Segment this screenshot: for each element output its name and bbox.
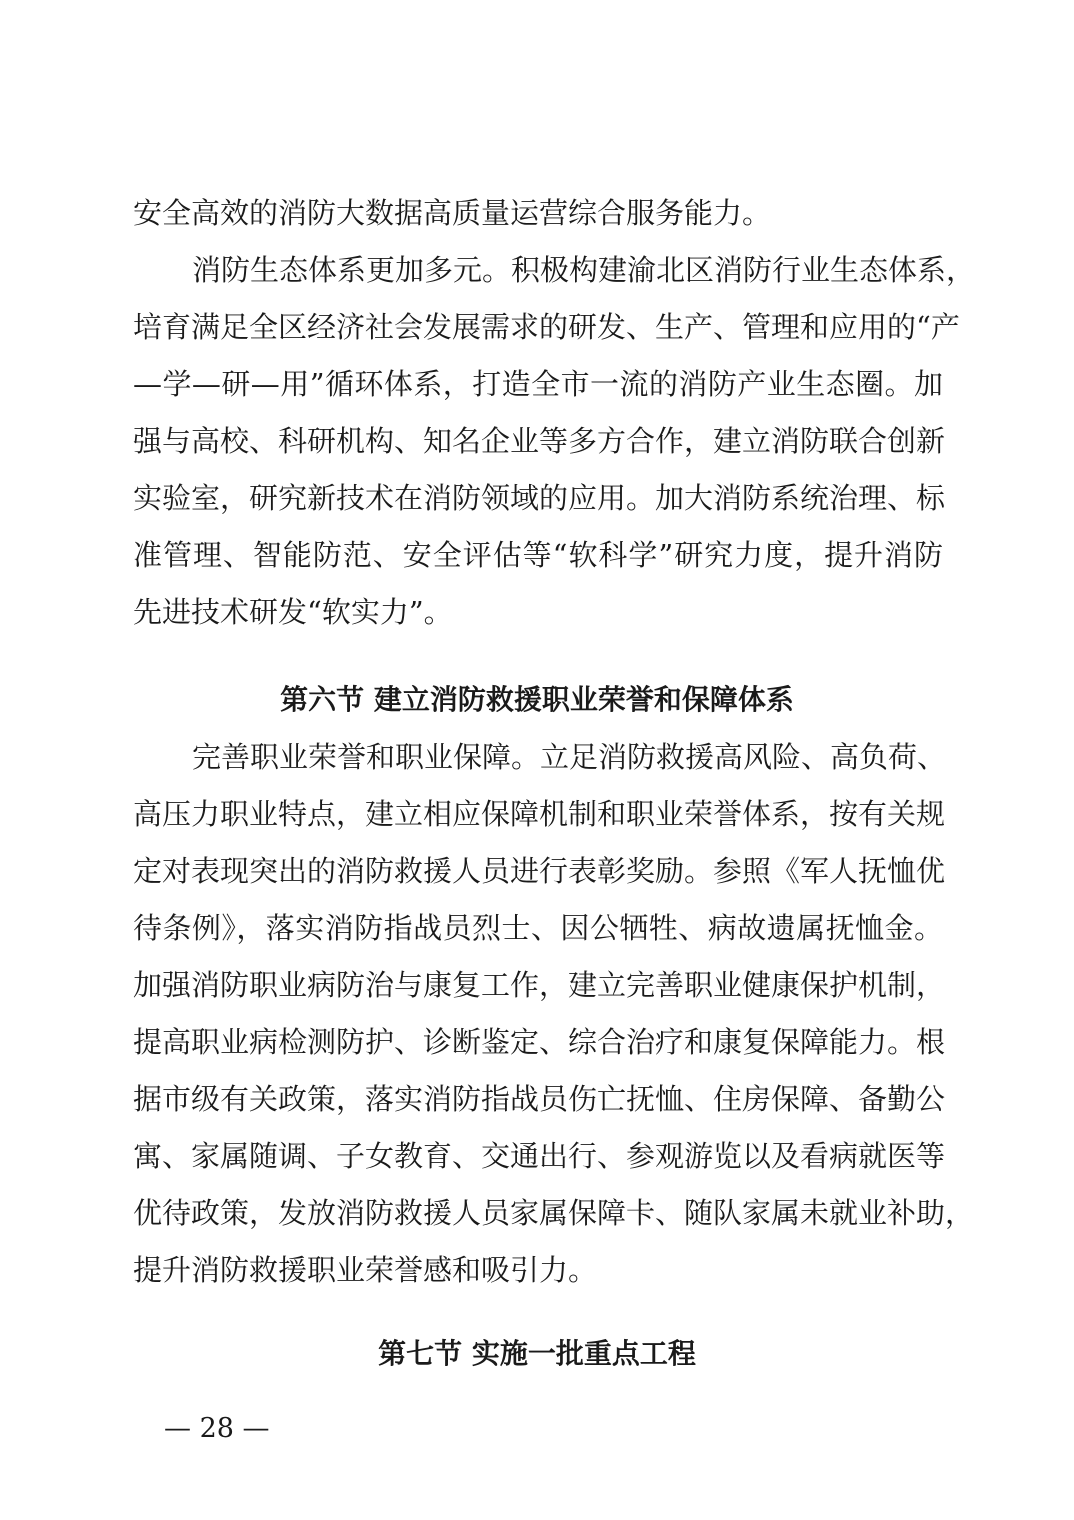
paragraph-line: 优待政策，发放消防救援人员家属保障卡、随队家属未就业补助， (133, 1196, 975, 1230)
paragraph-line: 安全高效的消防大数据高质量运营综合服务能力。 (133, 196, 772, 230)
paragraph-line: 待条例》，落实消防指战员烈士、因公牺牲、病故遗属抚恤金。 (133, 911, 943, 945)
paragraph-line: 加强消防职业病防治与康复工作，建立完善职业健康保护机制， (133, 968, 946, 1002)
section-heading: 第六节 建立消防救援职业荣誉和保障体系 (280, 683, 794, 716)
paragraph-line: 定对表现突出的消防救援人员进行表彰奖励。参照《军人抚恤优 (133, 854, 946, 888)
paragraph-line: —学—研—用”循环体系，打造全市一流的消防产业生态圈。加 (133, 367, 943, 401)
paragraph-line: 高压力职业特点，建立相应保障机制和职业荣誉体系，按有关规 (133, 797, 946, 831)
section-heading: 第七节 实施一批重点工程 (378, 1337, 696, 1370)
paragraph-line: 实验室，研究新技术在消防领域的应用。加大消防系统治理、标 (133, 481, 946, 515)
paragraph-line: 提高职业病检测防护、诊断鉴定、综合治疗和康复保障能力。根 (133, 1025, 946, 1059)
paragraph-line: 强与高校、科研机构、知名企业等多方合作，建立消防联合创新 (133, 424, 946, 458)
paragraph-line: 先进技术研发“软实力”。 (133, 595, 453, 629)
page-number: — 28 — (164, 1413, 270, 1444)
paragraph-line: 消防生态体系更加多元。积极构建渝北区消防行业生态体系， (192, 253, 976, 287)
paragraph-line: 完善职业荣誉和职业保障。立足消防救援高风险、高负荷、 (192, 740, 947, 774)
paragraph-line: 寓、家属随调、子女教育、交通出行、参观游览以及看病就医等 (133, 1139, 946, 1173)
paragraph-line: 准管理、智能防范、安全评估等“软科学”研究力度，提升消防 (133, 538, 943, 572)
paragraph-line: 据市级有关政策，落实消防指战员伤亡抚恤、住房保障、备勤公 (133, 1082, 946, 1116)
paragraph-line: 培育满足全区经济社会发展需求的研发、生产、管理和应用的“产 (133, 310, 960, 344)
paragraph-line: 提升消防救援职业荣誉感和吸引力。 (133, 1253, 598, 1287)
